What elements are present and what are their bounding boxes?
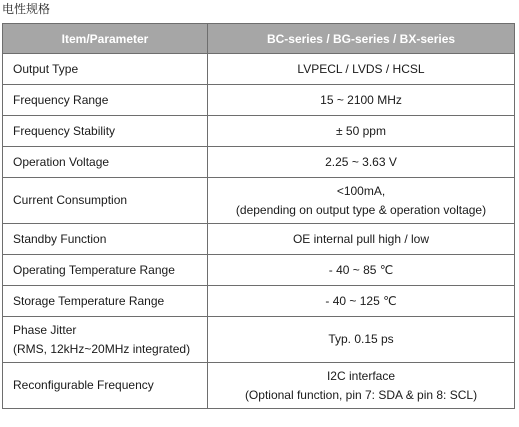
header-series: BC-series / BG-series / BX-series: [208, 24, 515, 54]
value-output-type: LVPECL / LVDS / HCSL: [208, 54, 515, 85]
table-header-row: [3, 24, 515, 54]
value-operating-temperature: - 40 ~ 85 ℃: [208, 255, 515, 286]
table-row: [3, 54, 515, 85]
param-operation-voltage: Operation Voltage: [3, 147, 208, 178]
value-storage-temperature: - 40 ~ 125 ℃: [208, 286, 515, 317]
param-storage-temperature: Storage Temperature Range: [3, 286, 208, 317]
value-standby-function: OE internal pull high / low: [208, 224, 515, 255]
page-title: 电性规格: [2, 2, 51, 16]
header-item-parameter: Item/Parameter: [3, 24, 208, 54]
param-operating-temperature: Operating Temperature Range: [3, 255, 208, 286]
param-standby-function: Standby Function: [3, 224, 208, 255]
param-frequency-stability: Frequency Stability: [3, 116, 208, 147]
value-line: I2C interface: [326, 368, 396, 383]
param-line: Phase Jitter: [13, 322, 77, 337]
table-row: [3, 147, 515, 178]
param-phase-jitter: [3, 317, 208, 363]
param-frequency-range: Frequency Range: [3, 85, 208, 116]
value-line: (depending on output type & operation voltage): [235, 202, 487, 217]
table-row: [3, 224, 515, 255]
table-row: [3, 317, 515, 363]
value-reconfigurable-frequency: [208, 363, 515, 409]
table-row: [3, 363, 515, 409]
value-frequency-range: 15 ~ 2100 MHz: [208, 85, 515, 116]
table-row: [3, 286, 515, 317]
value-operation-voltage: 2.25 ~ 3.63 V: [208, 147, 515, 178]
value-current-consumption: [208, 178, 515, 224]
param-line: (RMS, 12kHz~20MHz integrated): [13, 341, 191, 356]
table-row: [3, 85, 515, 116]
param-current-consumption: Current Consumption: [3, 178, 208, 224]
param-output-type: Output Type: [3, 54, 208, 85]
value-frequency-stability: ± 50 ppm: [208, 116, 515, 147]
table-row: [3, 255, 515, 286]
spec-table: [2, 23, 515, 409]
table-row: [3, 116, 515, 147]
value-line: (Optional function, pin 7: SDA & pin 8: SCL): [244, 387, 478, 402]
table-row: [3, 178, 515, 224]
value-phase-jitter: Typ. 0.15 ps: [208, 317, 515, 363]
value-line: <100mA,: [336, 183, 386, 198]
param-reconfigurable-frequency: Reconfigurable Frequency: [3, 363, 208, 409]
